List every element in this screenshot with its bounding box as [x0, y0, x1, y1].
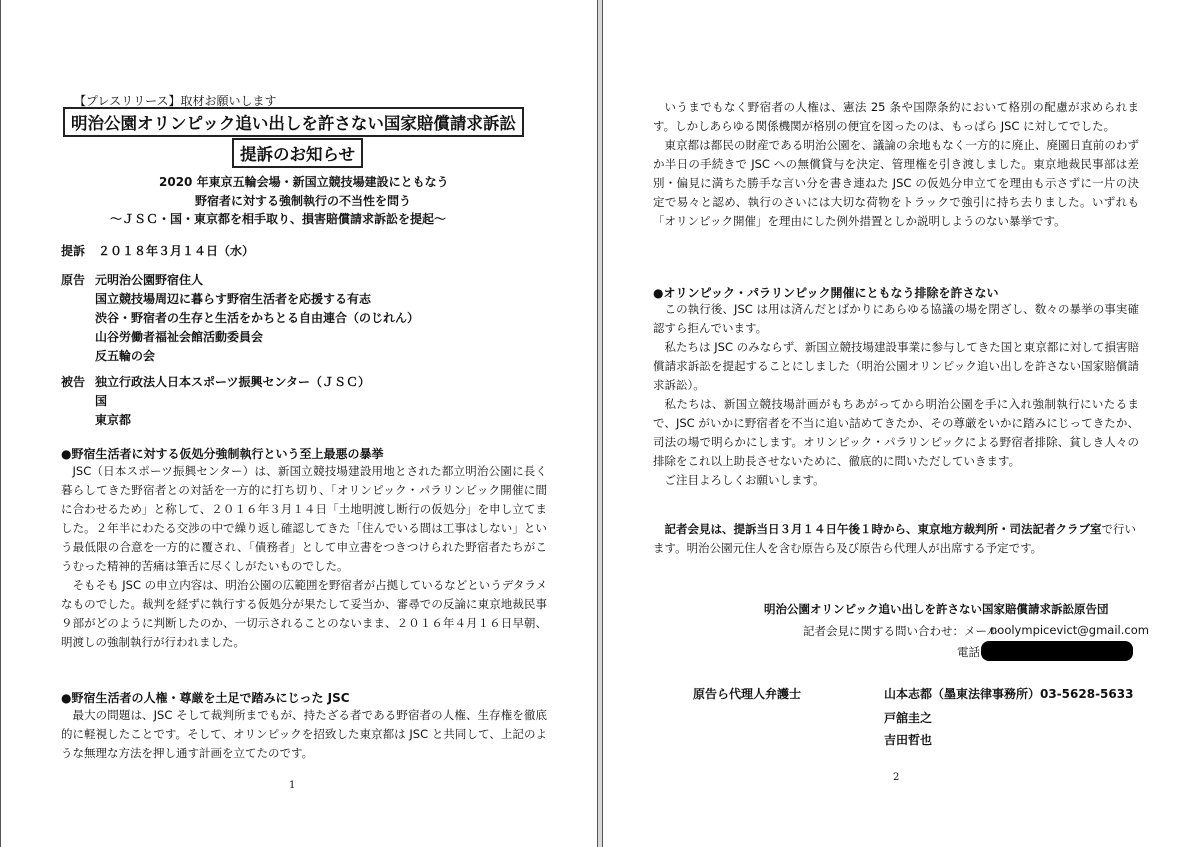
- defendant-item: 東京都: [95, 413, 132, 427]
- intro-line-1: 2020 年東京五輪会場・新国立競技場建設にともなう: [159, 175, 449, 189]
- redaction-block: [981, 641, 1133, 661]
- paragraph: いうまでもなく野宿者の人権は、憲法 25 条や国際条約において格別の配慮が求められます。しかしあらゆる関係機関が格別の便宜を図ったのは、もっぱら JSC に対してでした。: [653, 100, 1139, 133]
- press-release-label: 【プレスリリース】取材お願いします: [74, 94, 277, 108]
- press-conference-bold: 記者会見は、提訴当日３月１４日午後１時から、東京地方裁判所・司法記者クラブ室: [664, 522, 1102, 536]
- defendant-label: 被告: [61, 375, 86, 389]
- intro-line-2: 野宿者に対する強制執行の不当性を問う: [195, 194, 412, 208]
- lawyers-label: 原告ら代理人弁護士: [693, 687, 802, 701]
- plaintiff-label: 原告: [61, 273, 86, 287]
- plaintiff-item: 元明治公園野宿住人: [95, 273, 204, 287]
- paragraph: JSC（日本スポーツ振興センター）は、新国立競技場建設用地とされた都立明治公園に長く暮らしてきた野宿者との対話を一方的に打ち切り、「オリンピック・パラリンピック開催に間に合わせるため」と称して、２０１６年３月１４日「土地明渡し断行の仮処分」を申し立てました。２年半にわたる交渉の中で繰り返し確認してきた「住んでいる間は工事はしない」という最低限の合意を一方的に覆され、「債務者」として申立書をつきつけられた野宿者たちがこうむった精神的苦痛は筆舌に尽くしがたいものでした。: [61, 464, 547, 573]
- page-number: 2: [893, 772, 900, 783]
- section-body: [653, 98, 1139, 231]
- document-page-1: [0, 0, 598, 847]
- filing-date: ２０１８年３月１４日（水）: [98, 244, 255, 258]
- section-body: [653, 300, 1139, 490]
- section-heading: ●野宿生活者の人権・尊厳を土足で踏みにじった JSC: [61, 691, 350, 705]
- plaintiff-item: 国立競技場周辺に暮らす野宿生活者を応援する有志: [95, 292, 372, 306]
- lawyer-name: 戸舘圭之: [884, 711, 933, 725]
- filing-label: 提訴: [61, 244, 86, 258]
- press-conference-notice: [653, 520, 1139, 558]
- section-body: [61, 706, 547, 763]
- press-conference-rest: で行います。明治公園元住人を含む原告ら及び原告ら代理人が出席する予定です。: [653, 522, 1136, 555]
- defendant-item: 独立行政法人日本スポーツ振興センター（ＪＳＣ）: [95, 375, 371, 389]
- paragraph: そもそも JSC の申立内容は、明治公園の広範囲を野宿者が占拠しているなどというデタラメなものでした。裁判を経ずに執行する仮処分が果たして妥当か、審尋での反論に東京地裁民事９部がどのように判断したのか、一切示されることのないまま、２０１６年４月１６日早朝、明渡しの強制執行が行われました。: [61, 578, 547, 649]
- defendant-item: 国: [95, 394, 108, 408]
- phone-label: 電話: [957, 645, 980, 659]
- section-body: [61, 462, 547, 652]
- paragraph: 私たちは JSC のみならず、新国立競技場建設事業に参与してきた国と東京都に対して損害賠償請求訴訟を提起することにしました（明治公園オリンピック追い出しを許さない国家賠償請求訴訟）。: [653, 340, 1139, 392]
- section-heading: ●オリンピック・パラリンピック開催にともなう排除を許さない: [653, 286, 999, 300]
- lawyer-name: [884, 685, 1133, 702]
- paragraph: 私たちは、新国立競技場計画がもちあがってから明治公園を手に入れ強制執行にいたるまで、JSC がいかに野宿者を不当に追い詰めてきたか、その尊厳をいかに踏みにじってきたか、司法の場で明らかにします。オリンピック・パラリンピックによる野宿者排除、貧しき人々の排除をこれ以上助長させないために、徹底的に問いただしていきます。: [653, 397, 1139, 468]
- contact-email[interactable]: noolympicevict@gmail.com: [990, 623, 1149, 637]
- paragraph: 東京都は都民の財産である明治公園を、議論の余地もなく一方的に廃止、廃園日直前のわずか半日の手続きで JSC への無償貸与を決定、管理権を引き渡しました。東京地裁民事部は差別・偏見に満ちた勝手な言い分を書き連ねた JSC の仮処分申立てを理由も示さずに一片の決定で易々と認め、執行のさいには大切な荷物をトラックで強引に持ち去りました。いずれも「オリンピック開催」を理由にした例外措置としか説明しようのない暴挙です。: [653, 138, 1139, 228]
- document-subtitle: 提訴のお知らせ: [232, 138, 363, 168]
- lawyer-name: 吉田哲也: [884, 733, 933, 747]
- paragraph: この執行後、JSC は用は済んだとばかりにあらゆる協議の場を閉ざし、数々の暴挙の事実確認すら拒んでいます。: [653, 302, 1139, 335]
- document-title: 明治公園オリンピック追い出しを許さない国家賠償請求訴訟: [63, 107, 524, 137]
- contact-label: 記者会見に関する問い合わせ：メール: [803, 624, 999, 638]
- organization-name: 明治公園オリンピック追い出しを許さない国家賠償請求訴訟原告団: [764, 602, 1109, 616]
- intro-line-3: ～ＪＳＣ・国・東京都を相手取り、損害賠償請求訴訟を提起～: [110, 212, 447, 226]
- paragraph: 最大の問題は、JSC そして裁判所までもが、持たざる者である野宿者の人権、生存権を徹底的に軽視したことです。そして、オリンピックを招致した東京都は JSC と共同して、上記のような無理な方法を押し通す計画を立てたのです。: [61, 708, 547, 760]
- document-page-2: [602, 0, 1200, 847]
- plaintiff-item: 反五輪の会: [95, 349, 156, 363]
- plaintiff-item: 渋谷・野宿者の生存と生活をかちとる自由連合（のじれん）: [95, 311, 420, 325]
- page-number: 1: [289, 780, 296, 791]
- section-heading: ●野宿生活者に対する仮処分強制執行という至上最悪の暴挙: [61, 447, 384, 461]
- lawyer-name-text: 山本志都（墨東法律事務所）03-5628-5633: [884, 687, 1134, 701]
- plaintiff-item: 山谷労働者福祉会館活動委員会: [95, 330, 264, 344]
- paragraph: ご注目よろしくお願いします。: [664, 473, 825, 487]
